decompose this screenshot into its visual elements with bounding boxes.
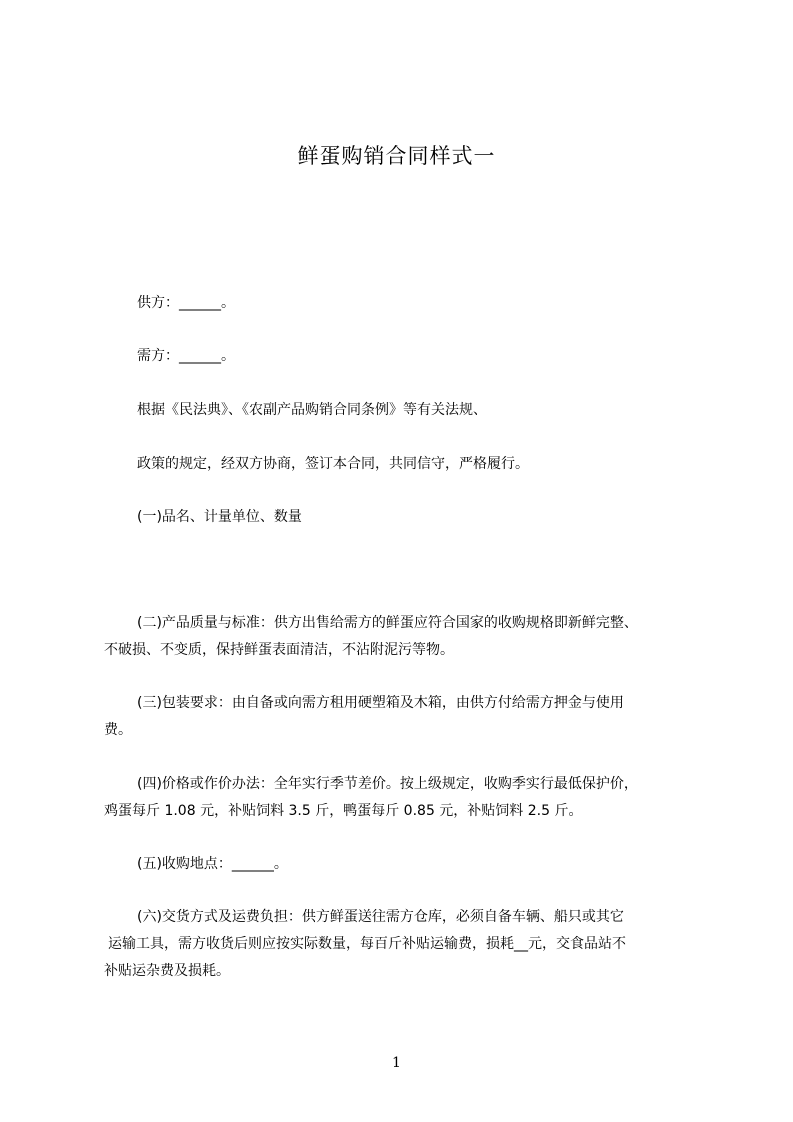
section-6-line-1: (六)交货方式及运费负担：供方鲜蛋送往需方仓库，必须自备车辆、船只或其它 (137, 909, 624, 925)
buyer-line: 需方：______。 (137, 348, 235, 364)
section-5-line: (五)收购地点：______。 (137, 856, 288, 872)
section-2-line-2: 不破损、不变质，保持鲜蛋表面清洁，不沾附泥污等物。 (104, 642, 454, 658)
section-3-line-2: 费。 (104, 722, 132, 738)
section-4-line-2: 鸡蛋每斤 1.08 元，补贴饲料 3.5 斤，鸭蛋每斤 0.85 元，补贴饲料 2.5 斤。 (104, 803, 583, 819)
section-4-line-1: (四)价格或作价办法：全年实行季节差价。按上级规定，收购季实行最低保护价， (137, 776, 638, 792)
basis-line-1: 根据《民法典》、《农副产品购销合同条例》等有关法规、 (137, 402, 487, 418)
supplier-line: 供方：______。 (137, 295, 235, 311)
section-3-line-1: (三)包装要求：由自备或向需方租用硬塑箱及木箱，由供方付给需方押金与使用 (137, 695, 624, 711)
section-6-line-2: 运输工具，需方收货后则应按实际数量，每百斤补贴运输费，损耗__元，交食品站不 (108, 936, 626, 952)
document-title: 鲜蛋购销合同样式一 (297, 144, 496, 168)
section-2-line-1: (二)产品质量与标准：供方出售给需方的鲜蛋应符合国家的收购规格即新鲜完整、 (137, 615, 638, 631)
section-6-line-3: 补贴运杂费及损耗。 (104, 963, 230, 979)
basis-line-2: 政策的规定，经双方协商，签订本合同，共同信守，严格履行。 (137, 456, 529, 472)
section-1-heading: (一)品名、计量单位、数量 (137, 509, 302, 525)
page-number: 1 (392, 1055, 401, 1071)
